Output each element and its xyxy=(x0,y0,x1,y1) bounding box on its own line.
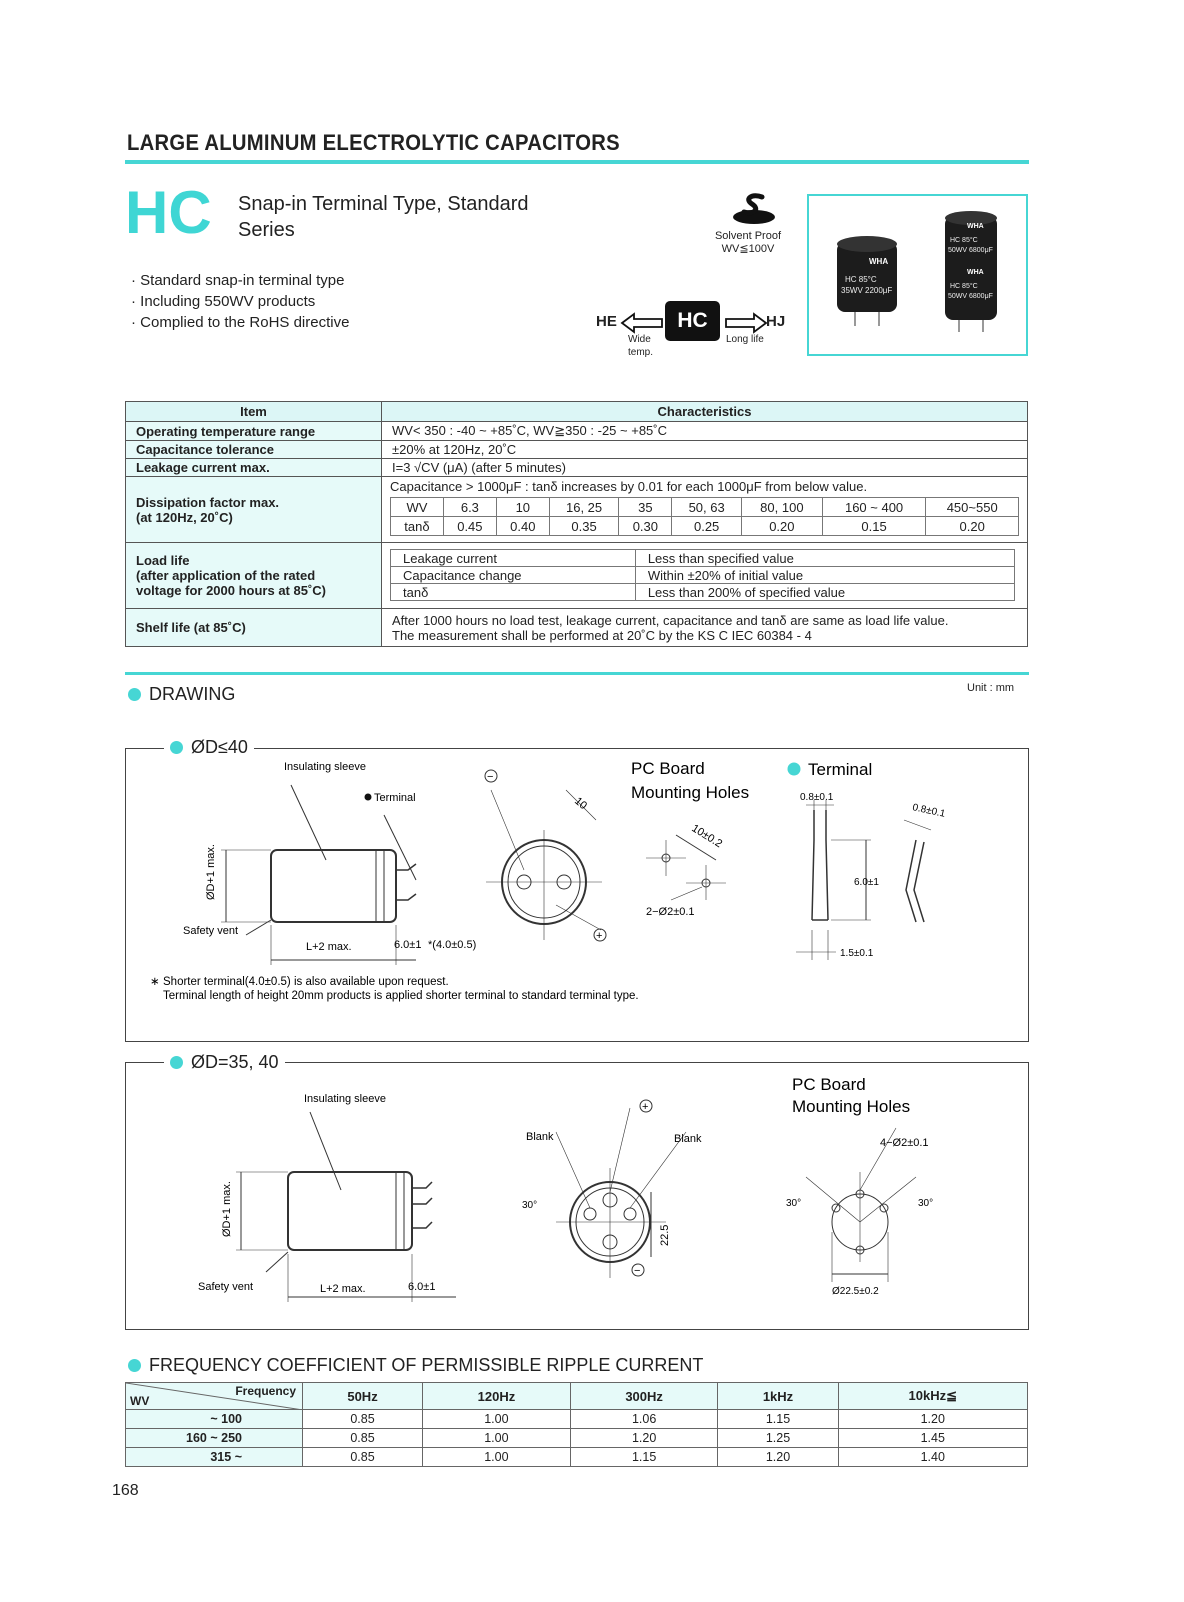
cap1-brand: WHA xyxy=(869,257,889,266)
df-tan-cell: 0.15 xyxy=(822,517,926,536)
solvent-line1: Solvent Proof xyxy=(714,230,782,242)
df-wv-cell: 6.3 xyxy=(443,498,496,517)
plus-icon: + xyxy=(596,930,603,942)
page-title: LARGE ALUMINUM ELECTROLYTIC CAPACITORS xyxy=(127,130,620,155)
box1-title: ØD≤40 xyxy=(191,737,248,757)
pcb-title2: Mounting Holes xyxy=(631,783,750,802)
label-blank1: Blank xyxy=(526,1131,554,1143)
freq-cell: 1.15 xyxy=(718,1410,838,1429)
table-row xyxy=(126,459,1028,477)
frequency-table xyxy=(125,1382,1028,1467)
row-key xyxy=(126,543,382,609)
page-number: 168 xyxy=(112,1482,139,1499)
freq-cell: 0.85 xyxy=(303,1448,423,1467)
wv-cell: 315 ~ xyxy=(126,1448,303,1467)
freq-cell: 0.85 xyxy=(303,1429,423,1448)
df-tan-cell: 0.35 xyxy=(549,517,619,536)
row-key xyxy=(126,477,382,543)
cap1-text1: HC 85°C xyxy=(845,275,877,284)
label-dim-225: 22.5 xyxy=(659,1224,671,1246)
table-row xyxy=(126,477,1028,543)
label-insulating: Insulating sleeve xyxy=(304,1093,386,1105)
bullet-dot xyxy=(128,688,141,701)
df-wv-cell: 10 xyxy=(496,498,549,517)
df-key1: Dissipation factor max. xyxy=(136,494,280,510)
df-wv-cell: 35 xyxy=(619,498,672,517)
df-tan-cell: 0.20 xyxy=(741,517,822,536)
label-insulating: Insulating sleeve xyxy=(284,761,366,773)
characteristics-table xyxy=(125,401,1028,647)
bullet-dot xyxy=(170,1056,183,1069)
box2-title: ØD=35, 40 xyxy=(191,1052,279,1072)
label-safety-vent: Safety vent xyxy=(198,1281,254,1293)
freq-cell: 1.40 xyxy=(838,1448,1027,1467)
label-t-w2: 0.8±0.1 xyxy=(911,802,947,820)
cap2-text2: 50WV 6800μF xyxy=(948,247,993,254)
df-note: Capacitance > 1000μF : tanδ increases by 0.01 for each 1000μF from below value. xyxy=(390,479,868,494)
df-tan-cell: 0.30 xyxy=(619,517,672,536)
shelf-value xyxy=(382,609,1028,647)
drawing-heading xyxy=(128,684,235,705)
row-value: I=3 √CV (μA) (after 5 minutes) xyxy=(382,459,1028,477)
solvent-proof-icon xyxy=(732,193,776,225)
label-t-w: 0.8±0.1 xyxy=(800,792,834,803)
label-dim-t: 6.0±1 xyxy=(408,1281,436,1293)
freq-cell: 1.06 xyxy=(570,1410,718,1429)
freq-header: 300Hz xyxy=(570,1383,718,1410)
df-wv-cell: 16, 25 xyxy=(549,498,619,517)
table-row xyxy=(126,1429,1028,1448)
table-row xyxy=(126,422,1028,441)
label-angle-right: 30° xyxy=(918,1198,934,1209)
arrow-left-icon xyxy=(620,312,664,334)
flow-wide-line2: temp. xyxy=(628,347,654,358)
bullet-dot xyxy=(128,1359,141,1372)
feature-list xyxy=(131,270,349,333)
freq-cell: 1.00 xyxy=(423,1429,571,1448)
corner-cell xyxy=(126,1383,303,1410)
load-table xyxy=(390,549,1015,601)
row-key: Leakage current max. xyxy=(126,459,382,477)
flow-wide-line1: Wide xyxy=(628,334,651,345)
shelf-line2: The measurement shall be performed at 20˚C by the KS C IEC 60384 - 4 xyxy=(392,627,812,643)
freq-cell: 1.20 xyxy=(718,1448,838,1467)
flow-hc: HC xyxy=(665,301,720,341)
pcb-title1: PC Board xyxy=(792,1075,866,1094)
label-pcb-dim: 10±0.2 xyxy=(689,822,725,851)
load-cell-v: Within ±20% of initial value xyxy=(635,567,1014,584)
freq-header: 50Hz xyxy=(303,1383,423,1410)
capacitor-photo-drawing xyxy=(809,196,1026,354)
wv-cell: ~ 100 xyxy=(126,1410,303,1429)
flow-he: HE xyxy=(596,313,617,330)
df-wv-cell: 450~550 xyxy=(926,498,1019,517)
shelf-line1: After 1000 hours no load test, leakage current, capacitance and tanδ are same as load life value. xyxy=(392,612,949,628)
freq-header: 10kHz≦ xyxy=(838,1383,1027,1410)
table-row xyxy=(126,609,1028,647)
corner-frequency: Frequency xyxy=(235,1384,296,1398)
label-dim-t2: *(4.0±0.5) xyxy=(428,939,477,951)
row-value: ±20% at 120Hz, 20˚C xyxy=(382,441,1028,459)
terminal-title: Terminal xyxy=(808,760,873,779)
df-tan-cell: 0.25 xyxy=(672,517,742,536)
table-row xyxy=(126,1448,1028,1467)
row-key: Operating temperature range xyxy=(126,422,382,441)
label-dim-d: ØD+1 max. xyxy=(205,844,217,900)
product-photo xyxy=(807,194,1028,356)
df-wv-cell: 160 ~ 400 xyxy=(822,498,926,517)
unit-label: Unit : mm xyxy=(967,682,1015,694)
flow-wide-temp xyxy=(628,333,668,359)
col-characteristics: Characteristics xyxy=(382,402,1028,422)
pcb-title2: Mounting Holes xyxy=(792,1097,911,1116)
row-key: Capacitance tolerance xyxy=(126,441,382,459)
row-key: Shelf life (at 85˚C) xyxy=(126,609,382,647)
note-asterisk: ∗ xyxy=(150,976,160,988)
df-key2: (at 120Hz, 20˚C) xyxy=(136,509,233,525)
load-cell-v: Less than specified value xyxy=(635,550,1014,567)
drawing-large-diagram xyxy=(126,1072,1028,1328)
box2-heading xyxy=(164,1052,285,1073)
drawing-rule xyxy=(125,672,1029,675)
load-key3: voltage for 2000 hours at 85˚C) xyxy=(136,583,326,598)
label-dim-l: L+2 max. xyxy=(320,1283,366,1295)
df-wv-cell: WV xyxy=(391,498,444,517)
cap3-text2: 50WV 6800μF xyxy=(948,293,993,300)
label-dim-10: 10 xyxy=(572,795,590,813)
label-pcb-diameter: Ø22.5±0.2 xyxy=(832,1286,879,1297)
feature-item: · Including 550WV products xyxy=(131,291,349,312)
solvent-line2: WV≦100V xyxy=(721,243,775,255)
freq-cell: 1.20 xyxy=(838,1410,1027,1429)
title-rule xyxy=(125,160,1029,164)
label-t-h: 6.0±1 xyxy=(854,877,879,888)
series-code: HC xyxy=(125,179,212,246)
flow-hj: HJ xyxy=(766,313,786,330)
df-tan-cell: 0.45 xyxy=(443,517,496,536)
table-row xyxy=(126,441,1028,459)
freq-cell: 0.85 xyxy=(303,1410,423,1429)
cap3-text1: HC 85°C xyxy=(950,283,978,290)
feature-item: · Complied to the RoHS directive xyxy=(131,312,349,333)
load-cell-k: tanδ xyxy=(391,584,636,601)
flow-long-life: Long life xyxy=(726,334,764,345)
cap3-brand: WHA xyxy=(967,269,984,276)
label-pcb-hole: 2−Ø2±0.1 xyxy=(646,906,695,918)
plus-icon: + xyxy=(642,1101,649,1113)
freq-header: 120Hz xyxy=(423,1383,571,1410)
drawing-small-diagram xyxy=(126,760,1028,1040)
label-safety-vent: Safety vent xyxy=(183,925,239,937)
table-row xyxy=(126,1410,1028,1429)
freq-cell: 1.45 xyxy=(838,1429,1027,1448)
row-value: WV< 350 : -40 ~ +85˚C, WV≧350 : -25 ~ +85˚C xyxy=(382,422,1028,441)
cap1-text2: 35WV 2200μF xyxy=(841,286,893,295)
wv-cell: 160 ~ 250 xyxy=(126,1429,303,1448)
load-cell xyxy=(382,543,1028,609)
label-dim-l: L+2 max. xyxy=(306,941,352,953)
load-cell-k: Leakage current xyxy=(391,550,636,567)
label-terminal: Terminal xyxy=(374,792,416,804)
freq-title: FREQUENCY COEFFICIENT OF PERMISSIBLE RIPPLE CURRENT xyxy=(149,1355,704,1375)
freq-cell: 1.15 xyxy=(570,1448,718,1467)
bullet-dot xyxy=(788,763,801,776)
load-key2: (after application of the rated xyxy=(136,568,316,583)
table-row xyxy=(126,543,1028,609)
label-dim-t: 6.0±1 xyxy=(394,939,422,951)
drawing-title: DRAWING xyxy=(149,684,236,704)
minus-icon: − xyxy=(634,1265,641,1277)
load-cell-v: Less than 200% of specified value xyxy=(635,584,1014,601)
col-item: Item xyxy=(126,402,382,422)
cap2-brand: WHA xyxy=(967,223,984,230)
df-table xyxy=(390,497,1019,536)
note-line1: Shorter terminal(4.0±0.5) is also available upon request. xyxy=(163,976,449,988)
freq-cell: 1.25 xyxy=(718,1429,838,1448)
label-t-b: 1.5±0.1 xyxy=(840,948,874,959)
solvent-proof-label xyxy=(705,230,791,256)
label-angle-left: 30° xyxy=(786,1198,802,1209)
label-dim-d: ØD+1 max. xyxy=(221,1181,233,1237)
freq-cell: 1.00 xyxy=(423,1448,571,1467)
arrow-right-icon xyxy=(724,312,768,334)
bullet-icon xyxy=(365,794,372,801)
load-key1: Load life xyxy=(136,553,190,568)
corner-wv: WV xyxy=(130,1394,150,1408)
freq-cell: 1.00 xyxy=(423,1410,571,1429)
note-line2: Terminal length of height 20mm products is applied shorter terminal to standard terminal type. xyxy=(163,990,639,1002)
series-name: Snap-in Terminal Type, Standard Series xyxy=(238,193,529,241)
df-wv-cell: 50, 63 xyxy=(672,498,742,517)
bullet-dot xyxy=(170,741,183,754)
box1-heading xyxy=(164,737,254,758)
label-pcb-hole: 4−Ø2±0.1 xyxy=(880,1137,929,1149)
freq-cell: 1.20 xyxy=(570,1429,718,1448)
load-cell-k: Capacitance change xyxy=(391,567,636,584)
feature-item: · Standard snap-in terminal type xyxy=(131,270,349,291)
df-wv-cell: 80, 100 xyxy=(741,498,822,517)
label-blank2: Blank xyxy=(674,1133,702,1145)
freq-header: 1kHz xyxy=(718,1383,838,1410)
df-tan-cell: tanδ xyxy=(391,517,444,536)
freq-heading xyxy=(128,1355,703,1376)
df-cell xyxy=(382,477,1028,543)
df-tan-cell: 0.20 xyxy=(926,517,1019,536)
cap2-text1: HC 85°C xyxy=(950,237,978,244)
df-tan-cell: 0.40 xyxy=(496,517,549,536)
label-angle: 30° xyxy=(522,1200,538,1211)
minus-icon: − xyxy=(487,771,494,783)
pcb-title1: PC Board xyxy=(631,760,705,778)
